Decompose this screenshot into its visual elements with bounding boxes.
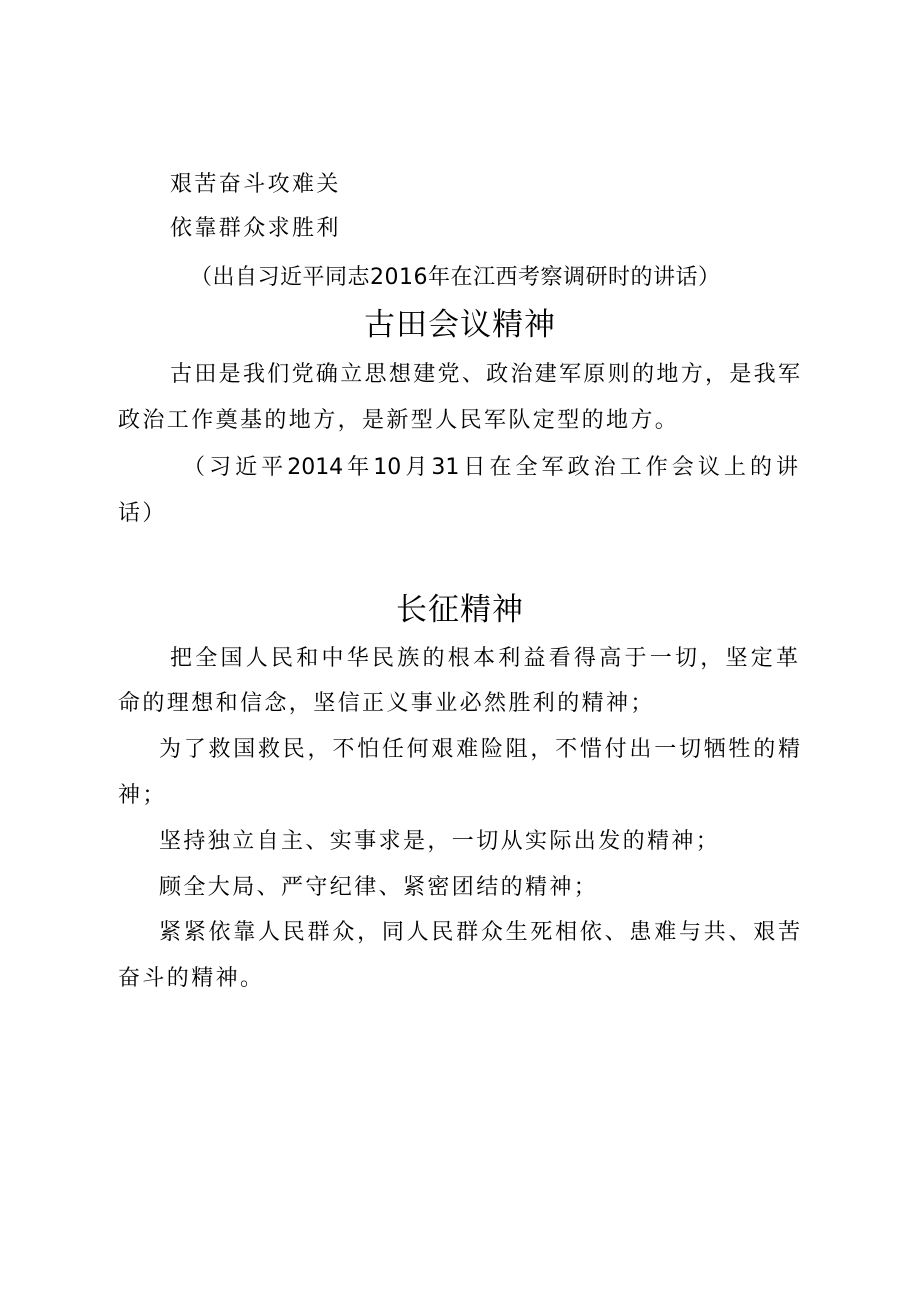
section-title-changzheng: 长征精神 [396,592,524,628]
intro-line-2: 依靠群众求胜利 [170,216,341,241]
changzheng-p2-line-2: 神； [118,783,167,808]
changzheng-p1-line-1: 把全国人民和中华民族的根本利益看得高于一切，坚定革 [170,646,798,671]
changzheng-p5-line-1: 紧紧依靠人民群众，同人民群众生死相依、患难与共、艰苦 [159,920,800,945]
changzheng-p1-line-2: 命的理想和信念，坚信正义事业必然胜利的精神； [118,691,655,716]
changzheng-p5-line-2: 奋斗的精神。 [118,966,265,991]
intro-line-1: 艰苦奋斗攻难关 [170,172,341,197]
changzheng-p2-line-1: 为了救国救民，不怕任何艰难险阻，不惜付出一切牺牲的精 [159,737,800,762]
gutian-paragraph-line-1: 古田是我们党确立思想建党、政治建军原则的地方，是我军 [170,362,800,387]
changzheng-p4: 顾全大局、严守纪律、紧密团结的精神； [159,875,599,900]
gutian-source-line-2: 话） [118,501,167,526]
section-title-gutian: 古田会议精神 [364,307,556,343]
intro-source: （出自习近平同志2016年在江西考察调研时的讲话） [190,265,721,290]
changzheng-p3: 坚持独立自主、实事求是，一切从实际出发的精神； [159,829,721,854]
gutian-source-line-1: （习近平2014年10月31日在全军政治工作会议上的讲 [183,455,798,480]
gutian-paragraph-line-2: 政治工作奠基的地方，是新型人民军队定型的地方。 [118,408,680,433]
